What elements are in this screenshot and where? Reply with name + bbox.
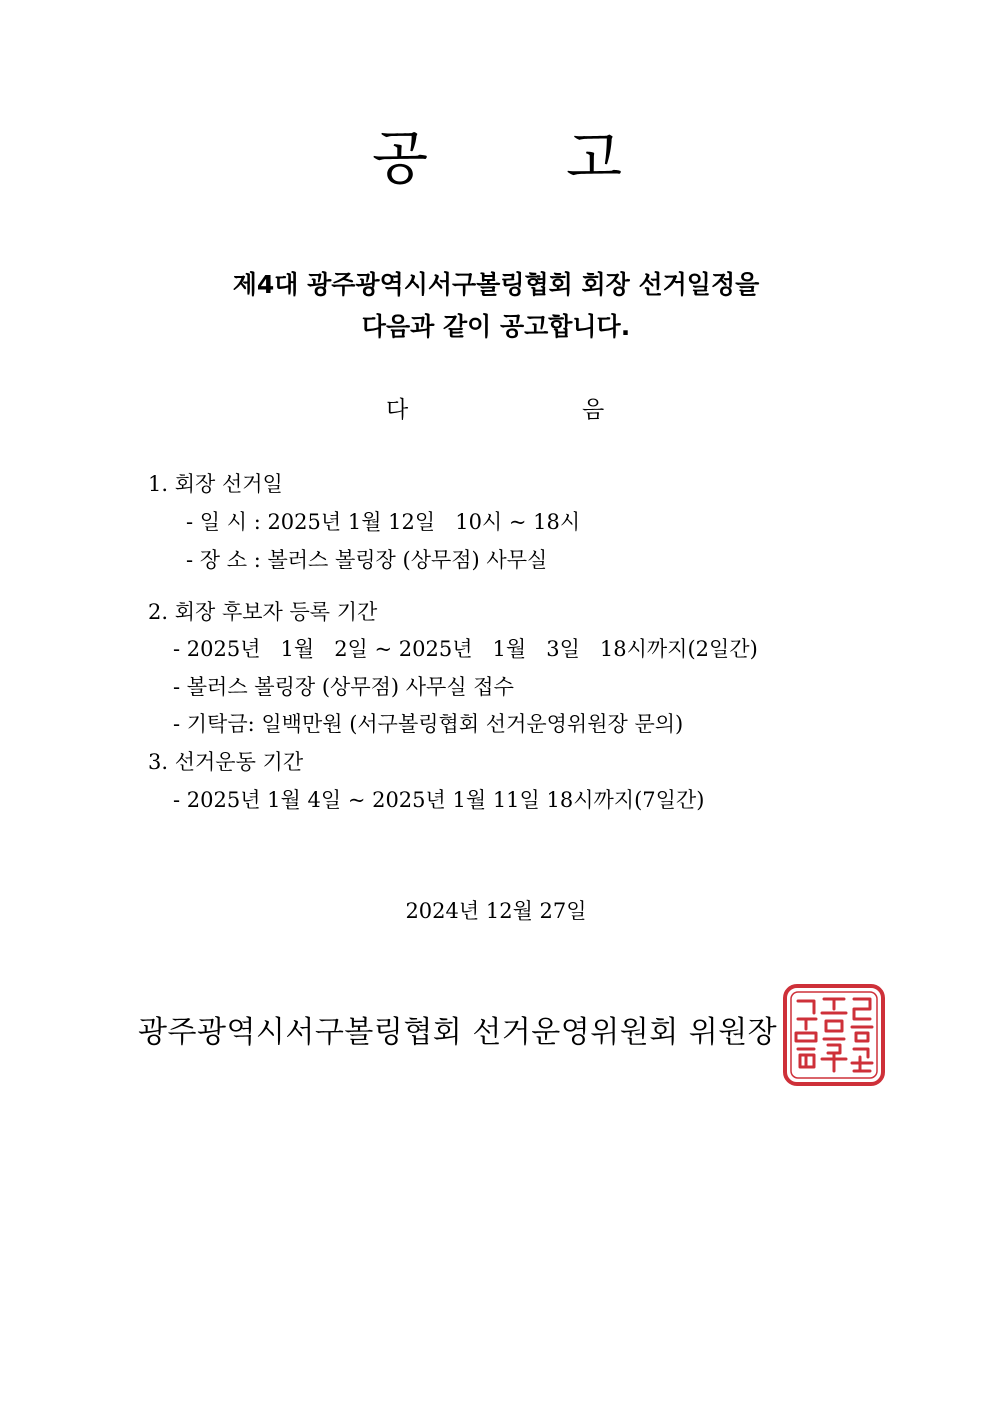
notice-title-char-2: 고	[566, 124, 623, 192]
details-heading-char-2: 음	[582, 397, 605, 423]
section-2-item-deposit: - 기탁금: 일백만원 (서구볼링협회 선거운영위원장 문의)	[173, 712, 684, 736]
section-2-item-period: - 2025년 1월 2일 ~ 2025년 1월 3일 18시까지(2일간)	[173, 637, 758, 661]
details-heading	[0, 390, 992, 430]
details-heading-char-1: 다	[386, 397, 409, 423]
section-2-title: 2. 회장 후보자 등록 기간	[148, 600, 378, 624]
signature-line: 광주광역시서구볼링협회 선거운영위원회 위원장	[138, 1015, 778, 1050]
section-3-title: 3. 선거운동 기간	[148, 750, 304, 774]
section-1-item-venue: - 장 소 : 볼러스 볼링장 (상무점) 사무실	[186, 548, 548, 572]
section-2-item-place: - 볼러스 볼링장 (상무점) 사무실 접수	[173, 675, 514, 699]
notice-title-char-1: 공	[372, 124, 429, 192]
notice-title	[0, 118, 992, 198]
notice-subtitle-line-1: 제4대 광주광역시서구볼링협회 회장 선거일정을	[232, 270, 760, 299]
section-1-title: 1. 회장 선거일	[148, 472, 283, 496]
section-3-item-period: - 2025년 1월 4일 ~ 2025년 1월 11일 18시까지(7일간)	[173, 788, 705, 812]
notice-subtitle-line-2: 다음과 같이 공고합니다.	[361, 312, 631, 341]
section-1-item-schedule: - 일 시 : 2025년 1월 12일 10시 ~ 18시	[186, 510, 581, 534]
notice-date: 2024년 12월 27일	[405, 899, 587, 923]
official-seal-icon	[782, 983, 886, 1087]
